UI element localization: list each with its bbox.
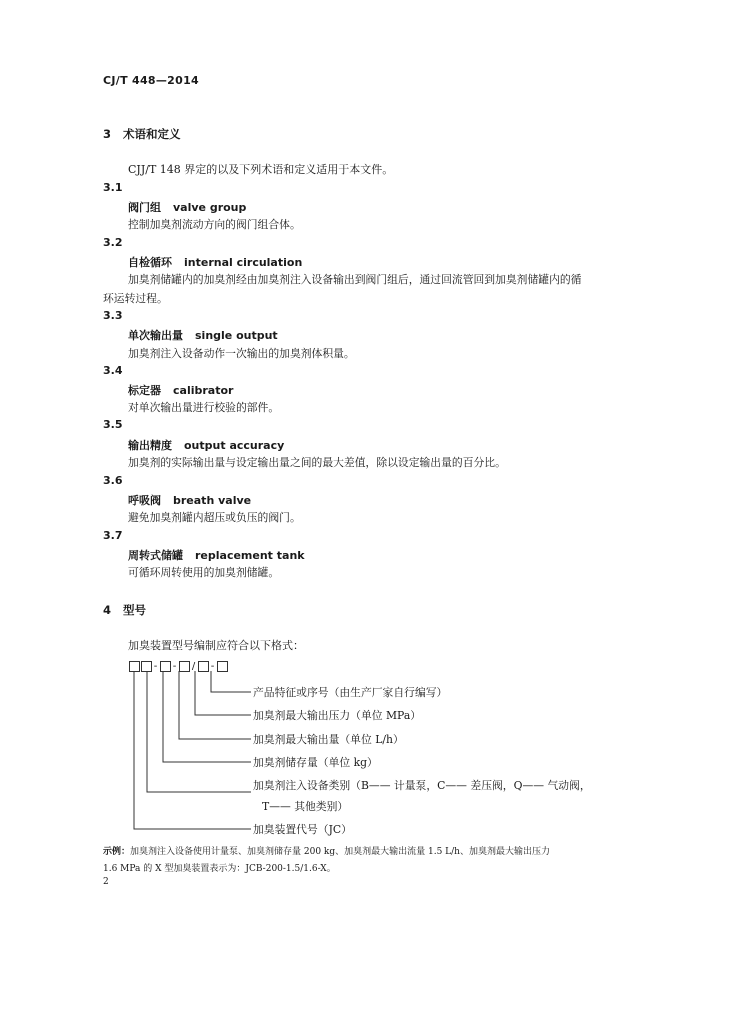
term-cn: 呼吸阀: [128, 494, 161, 507]
term-number: 3.4: [103, 364, 123, 377]
term-definition: 加臭剂储罐内的加臭剂经由加臭剂注入设备输出到阀门组后，通过回流管回到加臭剂储罐内的循: [128, 273, 582, 286]
term-number: 3.3: [103, 309, 123, 322]
standard-number: CJ/T 448—2014: [103, 74, 199, 87]
term-en: breath valve: [173, 494, 252, 507]
term-definition: 对单次输出量进行校验的部件。: [128, 401, 280, 414]
term-en: single output: [195, 329, 278, 342]
format-label: 加臭剂最大输出压力（单位 MPa）: [253, 709, 422, 722]
format-label: 加臭装置代号（JC）: [253, 823, 352, 836]
format-label-cont: T—— 其他类别）: [262, 800, 349, 813]
term-en: calibrator: [173, 384, 234, 397]
term-en: replacement tank: [195, 549, 305, 562]
section-title: 型号: [123, 603, 146, 617]
term-cn: 周转式储罐: [128, 549, 183, 562]
term-definition: 可循环周转使用的加臭剂储罐。: [128, 566, 280, 579]
term-en: output accuracy: [184, 439, 285, 452]
term-definition: 避免加臭剂罐内超压或负压的阀门。: [128, 511, 301, 524]
leader-line: [134, 671, 251, 829]
example-line: 1.6 MPa 的 X 型加臭装置表示为：JCB-200-1.5/1.6-X。: [103, 864, 336, 874]
leader-line: [163, 671, 251, 762]
term-definition: 加臭剂注入设备动作一次输出的加臭剂体积量。: [128, 347, 355, 360]
term-en: internal circulation: [184, 256, 303, 269]
term-cn: 输出精度: [128, 439, 172, 452]
term-number: 3.1: [103, 181, 123, 194]
format-separator: /: [191, 661, 196, 672]
format-label: 加臭剂最大输出量（单位 L/h）: [253, 733, 404, 746]
section-3-intro: CJJ/T 148 界定的以及下列术语和定义适用于本文件。: [128, 163, 394, 176]
example-text: 加臭剂注入设备使用计量泵、加臭剂储存量 200 kg、加臭剂最大输出流量 1.5 L/h、加臭剂最大输出压力: [130, 847, 550, 857]
format-intro: 加臭装置型号编制应符合以下格式：: [128, 639, 304, 652]
term-number: 3.2: [103, 236, 123, 249]
example-label: 示例：: [103, 847, 131, 857]
term-definition: 控制加臭剂流动方向的阀门组合体。: [128, 218, 301, 231]
format-label: 加臭剂注入设备类别（B—— 计量泵，C—— 差压阀，Q—— 气动阀，: [253, 779, 591, 792]
term-cn: 标定器: [128, 384, 161, 397]
leader-line: [195, 671, 251, 715]
section-number: 4: [103, 603, 112, 617]
example-line: [103, 844, 550, 857]
format-label: 加臭剂储存量（单位 kg）: [253, 756, 378, 769]
term-definition: 加臭剂的实际输出量与设定输出量之间的最大差值，除以设定输出量的百分比。: [128, 456, 506, 469]
page-number: 2: [103, 877, 109, 887]
leader-line: [179, 671, 251, 739]
format-separator: -: [153, 661, 158, 672]
term-cn: 阀门组: [128, 201, 161, 214]
term-number: 3.7: [103, 529, 123, 542]
term-number: 3.5: [103, 418, 123, 431]
section-number: 3: [103, 127, 112, 141]
leader-line: [211, 671, 251, 692]
term-en: valve group: [173, 201, 247, 214]
term-cn: 自检循环: [128, 256, 172, 269]
term-definition-cont: 环运转过程。: [103, 292, 168, 305]
term-cn: 单次输出量: [128, 329, 183, 342]
format-separator: -: [172, 661, 177, 672]
format-separator: -: [210, 661, 215, 672]
format-label: 产品特征或序号（由生产厂家自行编写）: [253, 686, 448, 699]
section-title: 术语和定义: [123, 127, 181, 141]
term-number: 3.6: [103, 474, 123, 487]
